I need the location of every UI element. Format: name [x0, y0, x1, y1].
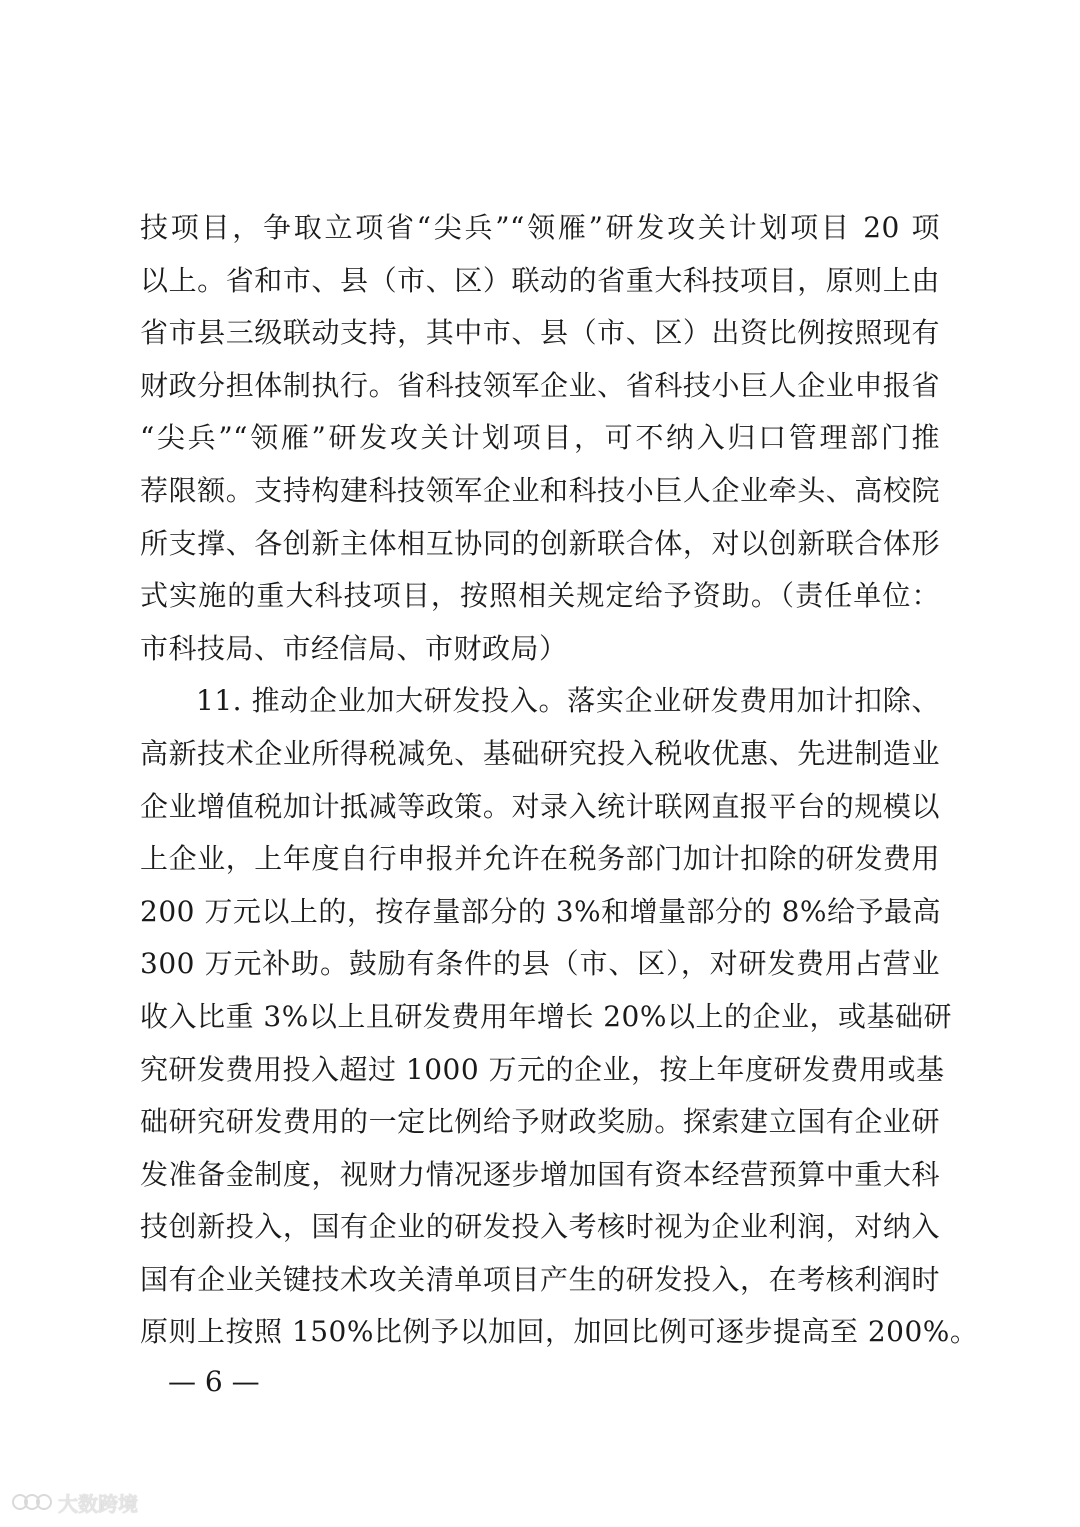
paragraph-heading-line: 11. 推动企业加大研发投入。落实企业研发费用加计扣除、	[196, 684, 940, 718]
text-line: 企业增值税加计抵减等政策。对录入统计联网直报平台的规模以	[140, 789, 940, 823]
watermark-logo-icon	[12, 1491, 52, 1513]
page-number: — 6 —	[168, 1365, 260, 1398]
text-line: 荐限额。支持构建科技领军企业和科技小巨人企业牵头、高校院	[140, 473, 940, 507]
text-line: 高新技术企业所得税减免、基础研究投入税收优惠、先进制造业	[140, 736, 940, 770]
watermark	[12, 1487, 138, 1517]
text-line: 300 万元补助。鼓励有条件的县（市、区），对研发费用占营业	[140, 947, 940, 981]
text-line: 原则上按照 150%比例予以加回，加回比例可逐步提高至 200%。	[140, 1315, 979, 1349]
text-line: 以上。省和市、县（市、区）联动的省重大科技项目，原则上由	[140, 263, 940, 297]
text-line: “尖兵”“领雁”研发攻关计划项目，可不纳入归口管理部门推	[140, 421, 940, 455]
text-line: 技项目，争取立项省“尖兵”“领雁”研发攻关计划项目 20 项	[140, 211, 940, 244]
text-line: 上企业，上年度自行申报并允许在税务部门加计扣除的研发费用	[140, 842, 940, 876]
text-line: 市科技局、市经信局、市财政局）	[140, 631, 568, 665]
watermark-text: 大数跨境	[58, 1491, 138, 1516]
text-line: 省市县三级联动支持，其中市、县（市、区）出资比例按照现有	[140, 316, 940, 350]
text-line: 财政分担体制执行。省科技领军企业、省科技小巨人企业申报省	[140, 368, 940, 402]
text-line: 础研究研发费用的一定比例给予财政奖励。探索建立国有企业研	[140, 1105, 940, 1139]
text-line: 所支撑、各创新主体相互协同的创新联合体，对以创新联合体形	[140, 526, 940, 560]
text-line: 技创新投入，国有企业的研发投入考核时视为企业利润，对纳入	[140, 1210, 940, 1244]
text-line: 收入比重 3%以上且研发费用年增长 20%以上的企业，或基础研	[140, 999, 952, 1033]
text-line: 发准备金制度，视财力情况逐步增加国有资本经营预算中重大科	[140, 1157, 940, 1191]
document-body	[140, 202, 979, 1359]
text-line: 究研发费用投入超过 1000 万元的企业，按上年度研发费用或基	[140, 1052, 945, 1086]
text-line: 式实施的重大科技项目，按照相关规定给予资助。（责任单位：	[140, 579, 940, 613]
text-line: 200 万元以上的，按存量部分的 3%和增量部分的 8%给予最高	[140, 894, 941, 928]
text-line: 国有企业关键技术攻关清单项目产生的研发投入，在考核利润时	[140, 1262, 940, 1296]
